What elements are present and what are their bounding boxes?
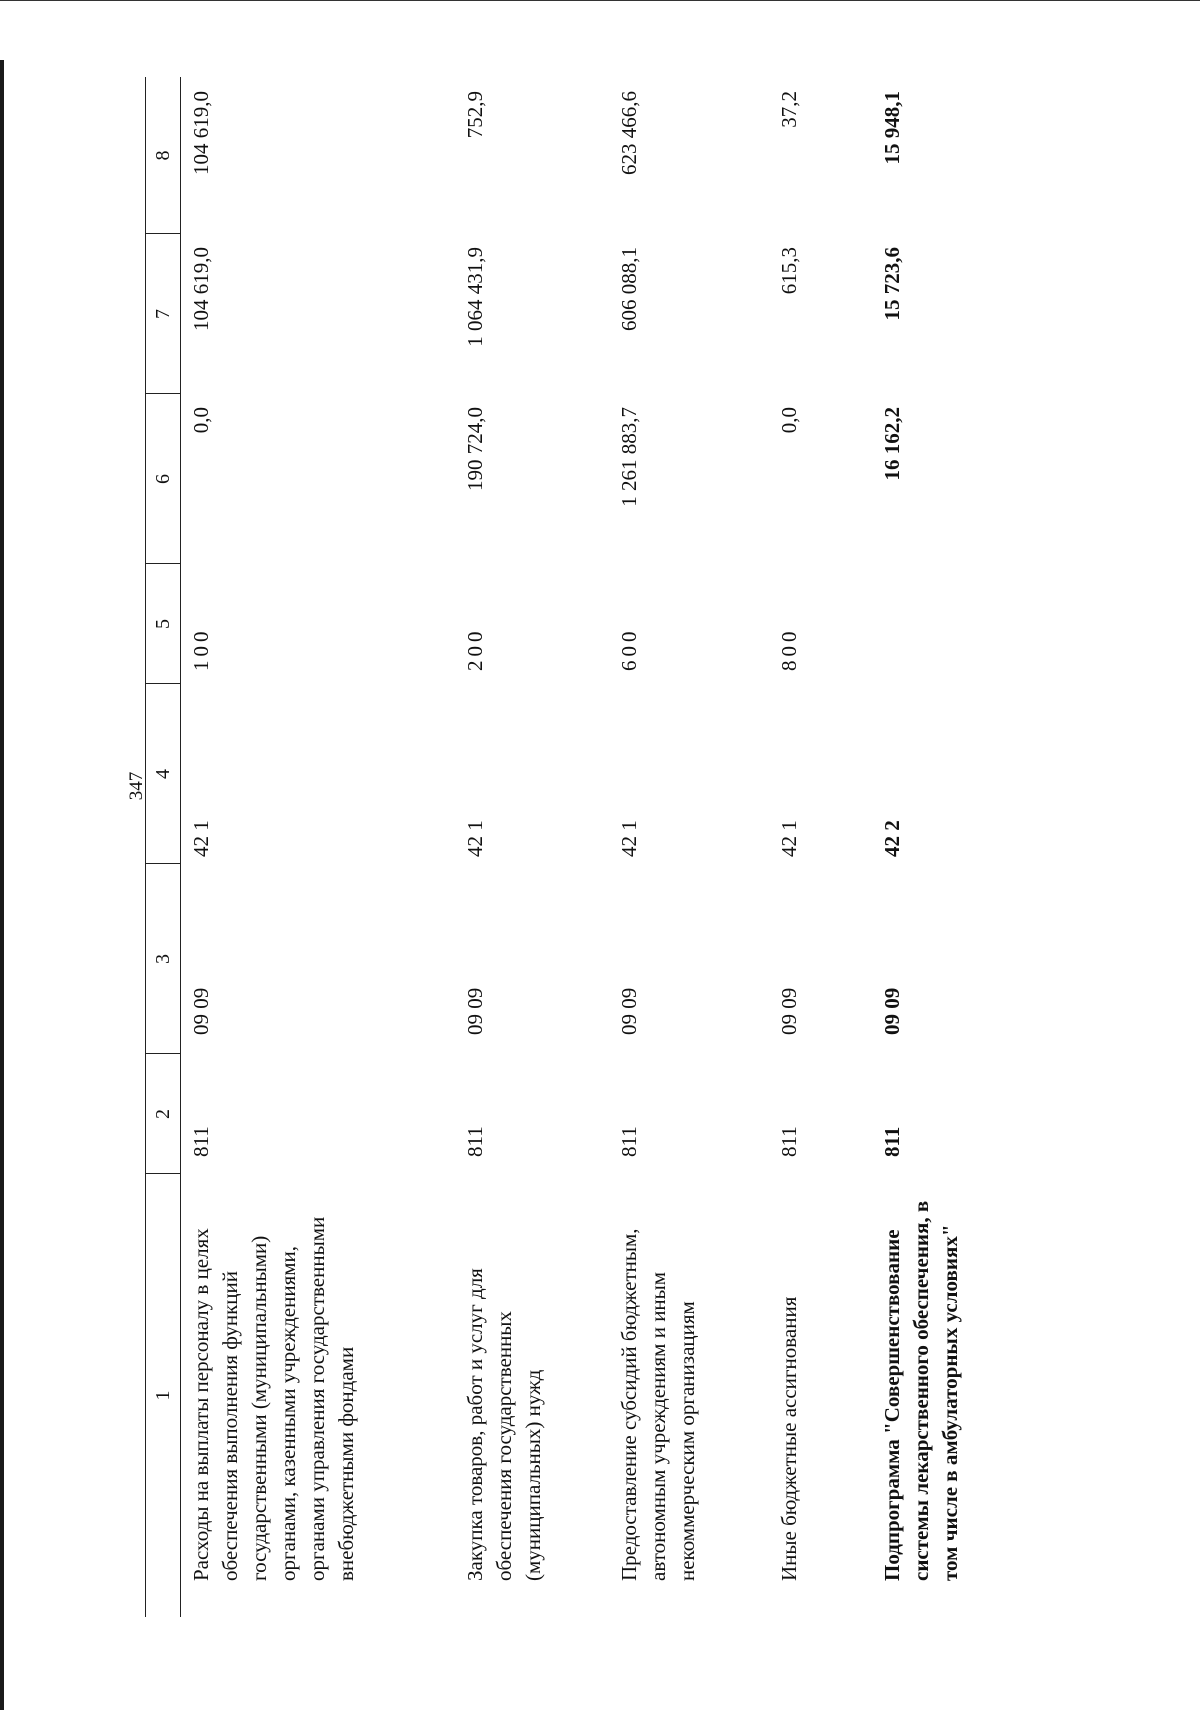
row-col-3: 09 09 [880, 987, 904, 1035]
row-col-4: 42 1 [617, 820, 641, 857]
row-col-5: 100 [189, 627, 213, 671]
scan-top-edge [0, 0, 1200, 2]
row-col-5: 200 [463, 627, 487, 671]
rotated-table-container [145, 77, 875, 1617]
row-col-6: 16 162,2 [880, 407, 904, 481]
scan-left-edge [0, 60, 4, 1710]
row-col-8: 15 948,1 [880, 91, 904, 165]
row-col-5: 800 [777, 627, 801, 671]
budget-table-continued [868, 77, 1168, 1617]
row-col-2: 811 [617, 1126, 641, 1157]
row-col-6: 0,0 [189, 407, 213, 434]
header-col-4: 4 [146, 683, 180, 864]
row-name: Закупка товаров, работ и услуг для обеспечения государственных (муниципальных) нужд [463, 1268, 545, 1581]
row-col-6: 0,0 [777, 407, 801, 434]
row-col-8: 37,2 [777, 91, 801, 128]
row-name: Предоставление субсидий бюджетным, автономным учреждениям и иным некоммерческим организациям [617, 1228, 699, 1581]
row-col-2: 811 [189, 1126, 213, 1157]
row-col-4: 42 1 [777, 820, 801, 857]
table-row [775, 77, 845, 1617]
row-col-7: 606 088,1 [617, 247, 641, 331]
row-col-6: 1 261 883,7 [617, 407, 641, 507]
row-col-2: 811 [463, 1126, 487, 1157]
row-col-7: 1 064 431,9 [463, 247, 487, 347]
row-col-8: 104 619,0 [189, 91, 213, 175]
row-col-4: 42 2 [880, 820, 904, 857]
table-row [615, 77, 745, 1617]
row-col-7: 104 619,0 [189, 247, 213, 331]
header-col-8: 8 [152, 150, 174, 161]
row-col-7: 15 723,6 [880, 247, 904, 321]
header-col-6: 6 [146, 393, 180, 564]
row-col-8: 623 466,6 [617, 91, 641, 175]
row-col-3: 09 09 [777, 987, 801, 1035]
header-col-2: 2 [146, 1053, 180, 1174]
header-col-3: 3 [146, 863, 180, 1054]
table-row [461, 77, 601, 1617]
row-col-8: 752,9 [463, 91, 487, 139]
row-col-4: 42 1 [463, 820, 487, 857]
row-name: Подпрограмма "Совершенствование системы лекарственного обеспечения, в том числе в амбулаторных условиях" [880, 1200, 962, 1581]
row-col-3: 09 09 [463, 987, 487, 1035]
row-col-6: 190 724,0 [463, 407, 487, 491]
row-col-2: 811 [777, 1126, 801, 1157]
header-col-1: 1 [146, 1173, 180, 1617]
table-row [878, 77, 1018, 1617]
table-header-row [145, 77, 181, 1617]
row-col-2: 811 [880, 1126, 904, 1157]
page-number: 347 [126, 771, 147, 801]
row-name: Иные бюджетные ассигнования [777, 1296, 801, 1581]
budget-table [145, 77, 875, 1617]
rotated-table-container-bold [868, 77, 1168, 1617]
table-row [187, 77, 457, 1617]
row-col-3: 09 09 [189, 987, 213, 1035]
row-col-7: 615,3 [777, 247, 801, 295]
row-name: Расходы на выплаты персоналу в целях обеспечения выполнения функций государственными (муниципальными) органами, казенными учреждениями, органами управления государственными внебюджетными фондами [189, 1216, 358, 1581]
row-col-4: 42 1 [189, 820, 213, 857]
header-col-5: 5 [146, 563, 180, 684]
row-col-5: 600 [617, 627, 641, 671]
header-col-7: 7 [146, 233, 180, 394]
row-col-3: 09 09 [617, 987, 641, 1035]
